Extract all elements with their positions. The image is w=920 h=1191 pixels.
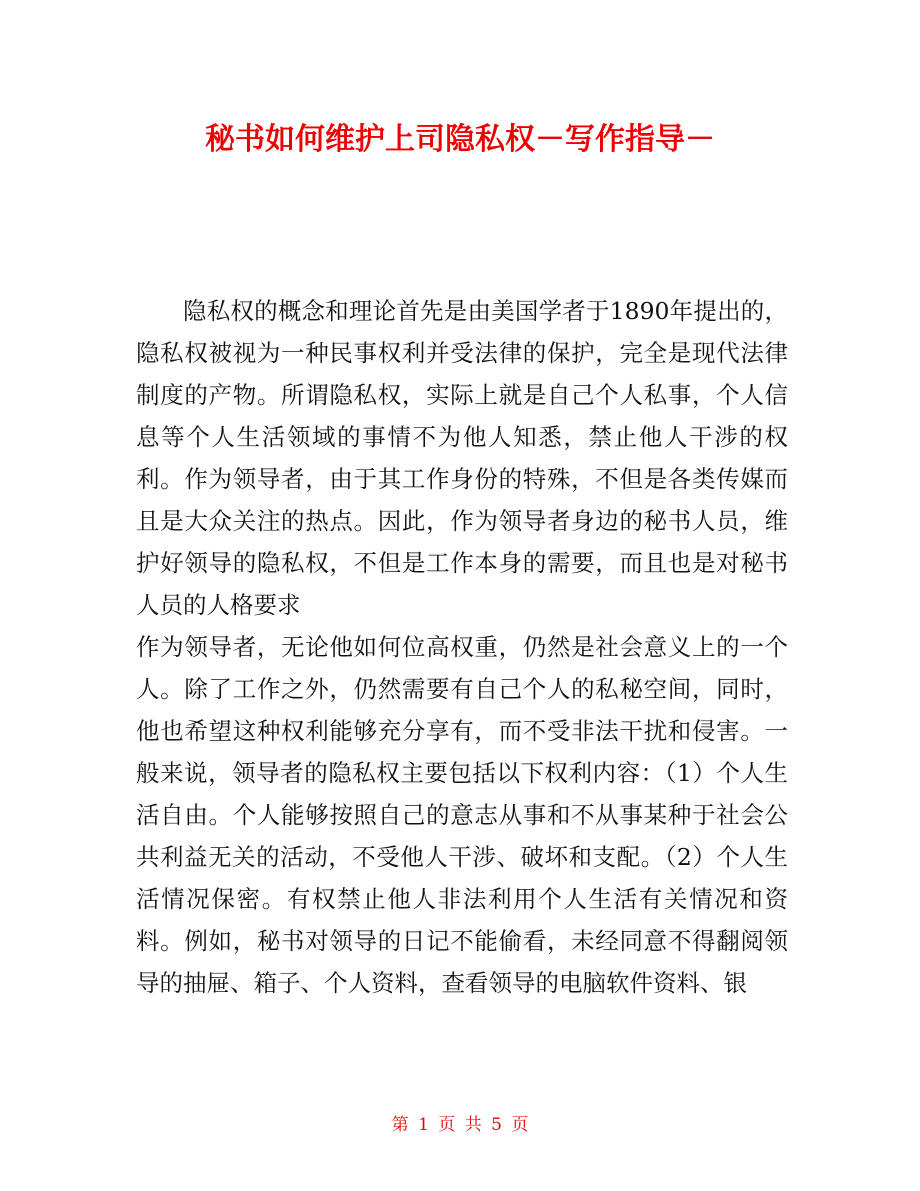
paragraph-1: 隐私权的概念和理论首先是由美国学者于1890年提出的，隐私权被视为一种民事权利并受法律的保护，完全是现代法律制度的产物。所谓隐私权，实际上就是自己个人私事，个人信息等个人生活领域的事情不为他人知悉，禁止他人干涉的权利。作为领导者，由于其工作身份的特殊，不但是各类传媒而且是大众关注的热点。因此，作为领导者身边的秘书人员，维护好领导的隐私权，不但是工作本身的需要，而且也是对秘书人员的人格要求	[136, 297, 788, 619]
document-title: 秘书如何维护上司隐私权－写作指导－	[205, 122, 715, 157]
page-footer: 第 1 页 共 5 页	[391, 1115, 529, 1135]
paragraph-2: 作为领导者，无论他如何位高权重，仍然是社会意义上的一个人。除了工作之外，仍然需要有自己个人的私秘空间，同时，他也希望这种权利能够充分享有，而不受非法干扰和侵害。一般来说，领导者的隐私权主要包括以下权利内容：（1）个人生活自由。个人能够按照自己的意志从事和不从事某种于社会公共利益无关的活动，不受他人干涉、破坏和支配。（2）个人生活情况保密。有权禁止他人非法利用个人生活有关情况和资料。例如，秘书对领导的日记不能偷看，未经同意不得翻阅领导的抽屉、箱子、个人资料，查看领导的电脑软件资料、银	[136, 633, 788, 997]
document-body	[136, 290, 788, 1004]
